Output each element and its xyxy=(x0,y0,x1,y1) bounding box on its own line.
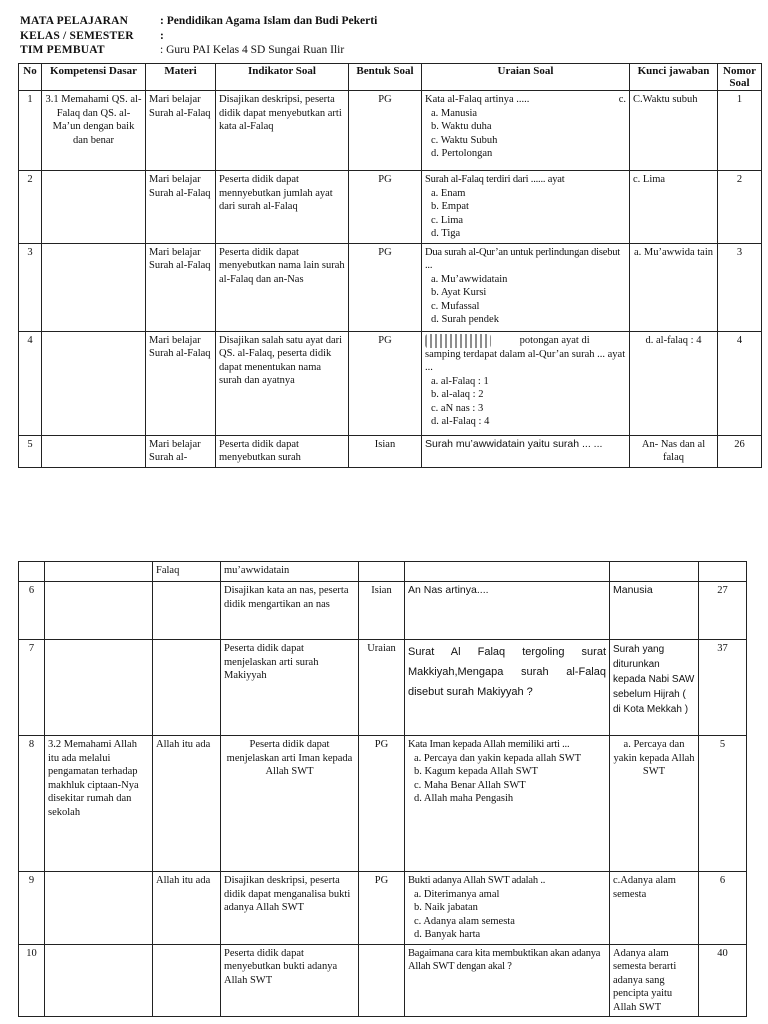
option-b: b. Ayat Kursi xyxy=(431,287,487,298)
row-kd xyxy=(42,435,146,467)
option-c: c. Lima xyxy=(431,214,464,226)
table-row xyxy=(19,243,762,331)
option-c: c. Mufassal xyxy=(431,300,480,312)
question-suffix: c. xyxy=(618,94,626,105)
row-kunci: a. Percaya dan yakin kepada Allah SWT xyxy=(610,736,699,872)
option-c: c. Maha Benar Allah SWT xyxy=(414,779,526,791)
row-uraian: An Nas artinya.... xyxy=(405,582,610,640)
mapel-label: MATA PELAJARAN xyxy=(20,15,129,27)
table-row xyxy=(19,331,762,435)
row-nomor: 5 xyxy=(699,736,747,872)
row-no: 5 xyxy=(19,435,42,467)
row-no: 1 xyxy=(19,91,42,171)
row-nomor: 3 xyxy=(718,243,762,331)
row-bentuk: PG xyxy=(349,91,422,171)
table-row xyxy=(19,872,747,945)
arabic-verse-icon xyxy=(425,334,491,348)
row-kd xyxy=(45,872,153,945)
row-materi: Mari belajar Surah al-Falaq xyxy=(146,171,216,244)
row-no: 8 xyxy=(19,736,45,872)
kelas-label: KELAS / SEMESTER xyxy=(20,29,134,42)
option-c: c. Adanya alam semesta xyxy=(414,915,515,927)
row-indikator: Peserta didik dapat menyebutkan bukti adanya Allah SWT xyxy=(221,944,359,1017)
row-indikator: Disajikan deskripsi, peserta didik dapat menganalisa bukti adanya Allah SWT xyxy=(221,872,359,945)
question-table-2 xyxy=(18,561,747,1017)
row-bentuk xyxy=(359,944,405,1017)
row-materi: Mari belajar Surah al-Falaq xyxy=(146,91,216,171)
row-uraian xyxy=(422,331,630,435)
row-nomor: 27 xyxy=(699,582,747,640)
option-b: b. Kagum kepada Allah SWT xyxy=(414,766,538,777)
row-materi: Allah itu ada xyxy=(153,872,221,945)
row-uraian xyxy=(422,243,630,331)
question-table-1 xyxy=(18,63,762,468)
row-uraian: Surah mu’awwidatain yaitu surah ... ... xyxy=(422,435,630,467)
row-bentuk: PG xyxy=(349,171,422,244)
mapel-value: : Pendidikan Agama Islam dan Budi Pekerti xyxy=(160,15,378,27)
tim-label: TIM PEMBUAT xyxy=(20,44,105,56)
row-materi: Mari belajar Surah al- xyxy=(146,435,216,467)
row-bentuk: PG xyxy=(359,736,405,872)
option-a: a. Diterimanya amal xyxy=(414,888,500,900)
question-text: Surah al-Falaq terdiri dari ...... ayat xyxy=(425,174,565,185)
row-kd: 3.1 Memahami QS. al-Falaq dan QS. al-Ma’un dengan baik dan benar xyxy=(42,91,146,171)
option-d: d. Surah pendek xyxy=(431,314,499,325)
row-no: 6 xyxy=(19,582,45,640)
option-a: a. al-Falaq : 1 xyxy=(431,375,489,387)
row-uraian xyxy=(422,91,630,171)
row-nomor: 26 xyxy=(718,435,762,467)
row-no: 2 xyxy=(19,171,42,244)
question-text: Kata al-Falaq artinya ..... xyxy=(425,94,530,105)
option-a: a. Manusia xyxy=(431,107,478,119)
row-uraian: Bagaimana cara kita membuktikan akan adanya Allah SWT dengan akal ? xyxy=(405,944,610,1017)
table-row xyxy=(19,944,747,1017)
row-uraian xyxy=(405,872,610,945)
document-header xyxy=(20,14,377,58)
row-indikator: mu’awwidatain xyxy=(221,562,359,582)
tim-value: : Guru PAI Kelas 4 SD Sungai Ruan Ilir xyxy=(160,44,345,56)
row-uraian xyxy=(422,171,630,244)
row-kunci: a. Mu’awwida tain xyxy=(630,243,718,331)
table-row xyxy=(19,562,747,582)
col-kd: Kompetensi Dasar xyxy=(42,64,146,91)
row-indikator: Peserta didik dapat menyebutkan nama lain surah al-Falaq dan an-Nas xyxy=(216,243,349,331)
row-materi: Falaq xyxy=(153,562,221,582)
option-b: b. Waktu duha xyxy=(431,121,492,132)
row-kunci: c.Adanya alam semesta xyxy=(610,872,699,945)
question-text: Dua surah al-Qur’an untuk perlindungan disebut ... xyxy=(425,246,621,271)
row-no: 9 xyxy=(19,872,45,945)
kelas-value: : xyxy=(160,29,164,42)
row-nomor: 2 xyxy=(718,171,762,244)
option-a: a. Mu’awwidatain xyxy=(431,273,508,285)
option-b: b. al-alaq : 2 xyxy=(431,389,484,400)
table-row xyxy=(19,435,762,467)
col-bentuk: Bentuk Soal xyxy=(349,64,422,91)
table-row xyxy=(19,91,762,171)
option-a: a. Enam xyxy=(431,187,466,199)
row-uraian: Surat Al Falaq tergoling surat Makkiyah,Mengapa surah al-Falaq disebut surah Makiyyah ? xyxy=(405,640,610,736)
row-kd xyxy=(42,331,146,435)
row-nomor: 37 xyxy=(699,640,747,736)
row-kunci: Manusia xyxy=(610,582,699,640)
row-bentuk: PG xyxy=(349,243,422,331)
row-materi xyxy=(153,582,221,640)
row-kunci: d. al-falaq : 4 xyxy=(630,331,718,435)
row-nomor: 6 xyxy=(699,872,747,945)
row-materi xyxy=(153,640,221,736)
row-uraian xyxy=(405,736,610,872)
row-kd xyxy=(42,243,146,331)
row-indikator: Disajikan deskripsi, peserta didik dapat menyebutkan arti kata al-Falaq xyxy=(216,91,349,171)
row-no: 10 xyxy=(19,944,45,1017)
option-b: b. Naik jabatan xyxy=(414,902,478,913)
row-uraian xyxy=(405,562,610,582)
row-no: 7 xyxy=(19,640,45,736)
row-bentuk: Isian xyxy=(359,582,405,640)
row-kunci: An- Nas dan al falaq xyxy=(630,435,718,467)
row-kunci: C.Waktu subuh xyxy=(630,91,718,171)
row-kd xyxy=(42,171,146,244)
table-row xyxy=(19,736,747,872)
row-indikator: Peserta didik dapat menyebutkan surah xyxy=(216,435,349,467)
row-indikator: Peserta didik dapat menjelaskan arti Iman kepada Allah SWT xyxy=(221,736,359,872)
row-kd xyxy=(45,582,153,640)
row-indikator: Disajikan kata an nas, peserta didik mengartikan an nas xyxy=(221,582,359,640)
col-kunci: Kunci jawaban xyxy=(630,64,718,91)
row-indikator: Disajikan salah satu ayat dari QS. al-Falaq, peserta didik dapat menentukan nama surah dan ayatnya xyxy=(216,331,349,435)
question-text: potongan ayat di samping terdapat dalam al-Qur’an surah ... ayat ... xyxy=(425,334,626,373)
row-bentuk xyxy=(359,562,405,582)
question-text: Kata Iman kepada Allah memiliki arti ... xyxy=(408,739,570,750)
row-indikator: Peserta didik dapat menjelaskan arti surah Makiyyah xyxy=(221,640,359,736)
col-uraian: Uraian Soal xyxy=(422,64,630,91)
row-kunci xyxy=(610,562,699,582)
option-d: d. Banyak harta xyxy=(414,929,481,940)
row-nomor: 40 xyxy=(699,944,747,1017)
row-nomor xyxy=(699,562,747,582)
table-header-row xyxy=(19,64,762,91)
table-row xyxy=(19,582,747,640)
option-a: a. Percaya dan yakin kepada allah SWT xyxy=(414,752,582,764)
row-kunci: Adanya alam semesta berarti adanya sang pencipta yaitu Allah SWT xyxy=(610,944,699,1017)
row-no: 3 xyxy=(19,243,42,331)
option-b: b. Empat xyxy=(431,201,469,212)
row-kd xyxy=(45,562,153,582)
row-bentuk: PG xyxy=(359,872,405,945)
row-kd: 3.2 Memahami Allah itu ada melalui pengamatan terhadap makhluk ciptaan-Nya disekitar rumah dan sekolah xyxy=(45,736,153,872)
option-c: c. aN nas : 3 xyxy=(431,402,484,414)
row-kunci: c. Lima xyxy=(630,171,718,244)
row-kd xyxy=(45,640,153,736)
option-d: d. al-Falaq : 4 xyxy=(431,416,490,427)
row-kunci: Surah yang diturunkan kepada Nabi SAW sebelum Hijrah ( di Kota Mekkah ) xyxy=(610,640,699,736)
row-materi: Mari belajar Surah al-Falaq xyxy=(146,243,216,331)
row-kd xyxy=(45,944,153,1017)
row-materi: Allah itu ada xyxy=(153,736,221,872)
option-c: c. Waktu Subuh xyxy=(431,134,498,146)
row-no: 4 xyxy=(19,331,42,435)
row-nomor: 1 xyxy=(718,91,762,171)
col-nomor: Nomor Soal xyxy=(718,64,762,91)
option-d: d. Pertolongan xyxy=(431,148,493,159)
col-indikator: Indikator Soal xyxy=(216,64,349,91)
option-d: d. Tiga xyxy=(431,228,461,239)
row-bentuk: PG xyxy=(349,331,422,435)
row-indikator: Peserta didik dapat mennyebutkan jumlah ayat dari surah al-Falaq xyxy=(216,171,349,244)
row-no xyxy=(19,562,45,582)
row-bentuk: Uraian xyxy=(359,640,405,736)
row-materi xyxy=(153,944,221,1017)
row-materi: Mari belajar Surah al-Falaq xyxy=(146,331,216,435)
question-text: Bukti adanya Allah SWT adalah .. xyxy=(408,875,546,886)
row-nomor: 4 xyxy=(718,331,762,435)
option-d: d. Allah maha Pengasih xyxy=(414,793,514,804)
row-bentuk: Isian xyxy=(349,435,422,467)
col-materi: Materi xyxy=(146,64,216,91)
table-row xyxy=(19,171,762,244)
col-no: No xyxy=(19,64,42,91)
table-row xyxy=(19,640,747,736)
